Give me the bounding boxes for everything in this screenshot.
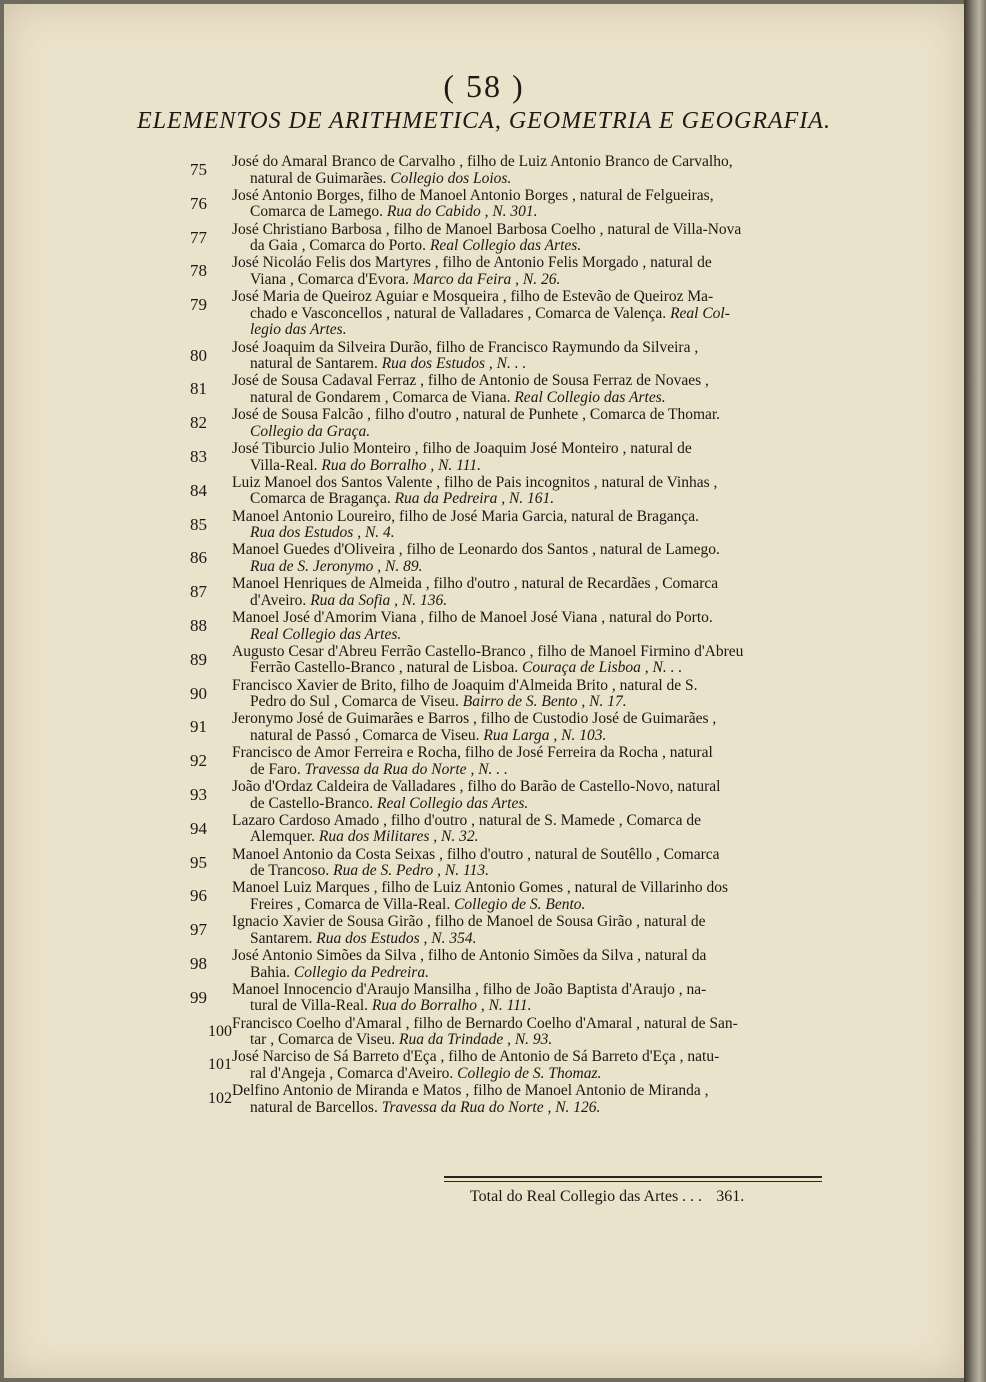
- entry-line-2: [232, 897, 817, 914]
- entry-address: Bairro de S. Bento , N. 17.: [462, 693, 627, 711]
- entry-line-2: [232, 593, 817, 610]
- entry-number: 102: [208, 1090, 232, 1108]
- list-item: [4, 847, 964, 881]
- entry-address: Rua do Borralho , N. 111.: [321, 456, 481, 474]
- entry-number: 90: [190, 683, 207, 703]
- entry-line-1: Francisco de Amor Ferreira e Rocha, filho de José Ferreira da Rocha , natural: [232, 744, 713, 762]
- list-item: [4, 914, 964, 948]
- running-head: ELEMENTOS DE ARITHMETICA, GEOMETRIA E GEOGRAFIA.: [137, 108, 831, 134]
- list-item: [4, 289, 964, 340]
- entry-line-1: Manoel Antonio Loureiro, filho de José Maria Garcia, natural de Bragança.: [232, 507, 699, 525]
- entry-line-1: José de Sousa Falcão , filho d'outro , natural de Punhete , Comarca de Thomar.: [232, 406, 721, 424]
- entry-origin: Bahia.: [250, 963, 291, 981]
- entry-line-2: [232, 660, 817, 677]
- list-item: [4, 610, 964, 644]
- entry-address: Couraça de Lisboa , N. . .: [522, 659, 683, 677]
- entry-address: Real Col-: [670, 304, 730, 322]
- entry-line-2: [232, 998, 817, 1015]
- entry-address: Rua de S. Pedro , N. 113.: [333, 862, 489, 880]
- entry-address: Rua dos Militares , N. 32.: [318, 828, 479, 846]
- entry-line-1: Manoel Guedes d'Oliveira , filho de Leonardo dos Santos , natural de Lamego.: [232, 541, 720, 559]
- entry-line-1: José do Amaral Branco de Carvalho , filho de Luiz Antonio Branco de Carvalho,: [232, 153, 733, 170]
- list-item: [4, 222, 964, 256]
- second-rule: [444, 1181, 822, 1182]
- entry-line-2: [232, 694, 817, 711]
- entry-number: 76: [190, 193, 207, 213]
- entry-line-1: Delfino Antonio de Miranda e Matos , filho de Manoel Antonio de Miranda ,: [232, 1082, 709, 1100]
- entry-text: [232, 542, 817, 575]
- entry-line-1: Manoel José d'Amorim Viana , filho de Manoel José Viana , natural do Porto.: [232, 609, 713, 627]
- entry-text: [232, 813, 817, 846]
- entry-address: Real Collegio das Artes.: [250, 625, 402, 643]
- entry-origin: Comarca de Lamego.: [250, 203, 383, 221]
- entry-number: 100: [208, 1022, 232, 1040]
- entry-line-3: legio das Artes.: [250, 321, 347, 339]
- list-item: [4, 340, 964, 374]
- entry-address: Rua do Borralho , N. 111.: [371, 997, 532, 1015]
- entry-origin: Alemquer.: [250, 828, 315, 846]
- entry-origin: de Castello-Branco.: [250, 794, 374, 812]
- entry-text: [232, 373, 817, 406]
- entry-origin: Comarca de Bragança.: [250, 490, 391, 508]
- entry-line-1: Lazaro Cardoso Amado , filho d'outro , natural de S. Mamede , Comarca de: [232, 811, 701, 829]
- entry-line-2: [232, 965, 817, 982]
- list-item: [4, 1083, 964, 1117]
- entry-line-2: [232, 1100, 817, 1117]
- entry-line-1: Augusto Cesar d'Abreu Ferrão Castello-Branco , filho de Manoel Firmino d'Abreu: [232, 642, 744, 660]
- entry-text: [232, 576, 817, 609]
- entry-line-1: Manoel Innocencio d'Araujo Mansilha , filho de João Baptista d'Araujo , na-: [232, 980, 707, 998]
- entry-line-1: Francisco Xavier de Brito, filho de Joaquim d'Almeida Brito , natural de S.: [232, 676, 698, 694]
- list-item: [4, 644, 964, 678]
- entry-number: 81: [190, 379, 207, 399]
- entry-number: 96: [190, 886, 207, 906]
- entry-line-1: Manoel Antonio da Costa Seixas , filho d'outro , natural de Soutêllo , Comarca: [232, 845, 720, 863]
- entry-line-2: [232, 238, 817, 255]
- list-item: [4, 475, 964, 509]
- entry-origin: Pedro do Sul , Comarca de Viseu.: [250, 693, 459, 711]
- entry-address: Collegio dos Loios.: [390, 169, 512, 187]
- entry-text: [232, 222, 817, 255]
- list-item: [4, 745, 964, 779]
- entry-origin: Villa-Real.: [250, 456, 318, 474]
- entry-line-1: José Antonio Simões da Silva , filho de Antonio Simões da Silva , natural da: [232, 947, 707, 965]
- entry-line-1: José de Sousa Cadaval Ferraz , filho de Antonio de Sousa Ferraz de Novaes ,: [232, 372, 709, 390]
- entry-text: [232, 847, 817, 880]
- entry-number: 87: [190, 582, 207, 602]
- entry-line-2: [232, 458, 817, 475]
- entry-text: [232, 475, 817, 508]
- list-item: [4, 441, 964, 475]
- entry-text: [232, 982, 817, 1015]
- entry-address: Collegio da Graça.: [250, 422, 371, 440]
- list-item: [4, 576, 964, 610]
- entry-origin: Viana , Comarca d'Evora.: [250, 270, 409, 288]
- entry-text: [232, 1049, 817, 1082]
- list-item: [4, 1049, 964, 1083]
- list-item: [4, 255, 964, 289]
- entry-address: Travessa da Rua do Norte , N. . .: [304, 760, 508, 778]
- entry-line-2: [232, 272, 817, 289]
- entry-text: [232, 644, 817, 677]
- entry-text: [232, 779, 817, 812]
- entry-line-2: [232, 390, 817, 407]
- entry-address: Collegio da Pedreira.: [293, 963, 429, 981]
- entry-text: [232, 948, 817, 981]
- entry-line-2: [232, 796, 817, 813]
- entry-number: 75: [190, 160, 207, 179]
- entry-line-2: [232, 627, 817, 644]
- entry-line-1: José Maria de Queiroz Aguiar e Mosqueira , filho de Estevão de Queiroz Ma-: [232, 288, 714, 306]
- entry-origin: Freires , Comarca de Villa-Real.: [250, 895, 451, 913]
- entry-text: [232, 711, 817, 744]
- list-item: [4, 1016, 964, 1050]
- entry-address: Rua Larga , N. 103.: [483, 726, 607, 744]
- entry-line-2: [232, 829, 817, 846]
- entry-origin: natural de Guimarães.: [250, 169, 387, 187]
- entry-address: Real Collegio das Artes.: [429, 237, 582, 255]
- entry-address: Rua dos Estudos , N. . .: [381, 355, 527, 373]
- entry-origin: de Trancoso.: [250, 862, 330, 880]
- entry-origin: natural de Santarem.: [250, 355, 378, 373]
- list-item: [4, 154, 964, 188]
- entry-line-1: José Antonio Borges, filho de Manoel Antonio Borges , natural de Felgueiras,: [232, 186, 714, 204]
- entry-number: 89: [190, 649, 207, 669]
- entry-number: 84: [190, 480, 207, 500]
- list-item: [4, 407, 964, 441]
- entry-text: [232, 407, 817, 440]
- entry-address: Rua dos Estudos , N. 354.: [316, 929, 477, 947]
- entry-line-1: João d'Ordaz Caldeira de Valladares , filho do Barão de Castello-Novo, natural: [232, 778, 721, 796]
- list-item: [4, 982, 964, 1016]
- entry-address: Rua da Trindade , N. 93.: [399, 1031, 553, 1049]
- entry-address: Marco da Feira , N. 26.: [412, 270, 561, 288]
- entry-address: Collegio de S. Bento.: [454, 895, 586, 913]
- entry-number: 83: [190, 447, 207, 467]
- entry-origin: chado e Vasconcellos , natural de Valladares , Comarca de Valença.: [250, 304, 667, 322]
- top-rule: [444, 1176, 822, 1178]
- list-item: [4, 509, 964, 543]
- entry-text: [232, 1083, 817, 1116]
- entry-line-2: [232, 424, 817, 441]
- entry-origin: da Gaia , Comarca do Porto.: [250, 237, 427, 255]
- entry-origin: tar , Comarca de Viseu.: [250, 1031, 396, 1049]
- entry-text: [232, 255, 817, 288]
- entry-line-2: [232, 306, 817, 323]
- page-edge: [964, 0, 986, 1382]
- entry-line-2: [232, 1066, 817, 1083]
- entry-line-2: [232, 762, 817, 779]
- entry-text: [232, 880, 817, 913]
- entry-text: [232, 678, 817, 711]
- list-item: [4, 880, 964, 914]
- entry-address: Real Collegio das Artes.: [376, 794, 529, 812]
- entry-address: Rua dos Estudos , N. 4.: [250, 524, 395, 542]
- entry-line-1: José Christiano Barbosa , filho de Manoel Barbosa Coelho , natural de Villa-Nova: [232, 220, 742, 238]
- list-item: [4, 678, 964, 712]
- entry-line-1: Manoel Henriques de Almeida , filho d'outro , natural de Recardães , Comarca: [232, 575, 719, 593]
- entry-line-2: [232, 525, 817, 542]
- list-item: [4, 779, 964, 813]
- entry-address: Rua da Pedreira , N. 161.: [394, 490, 555, 508]
- entry-line-1: Manoel Luiz Marques , filho de Luiz Antonio Gomes , natural de Villarinho dos: [232, 879, 728, 897]
- entry-line-1: Ignacio Xavier de Sousa Girão , filho de Manoel de Sousa Girão , natural de: [232, 913, 706, 931]
- entry-origin: tural de Villa-Real.: [250, 997, 369, 1015]
- entry-number: 99: [190, 987, 207, 1007]
- entry-line-2: [232, 1032, 817, 1049]
- entry-line-2: [232, 728, 817, 745]
- entry-number: 77: [190, 227, 207, 247]
- entry-text: [232, 509, 817, 542]
- entry-text: [232, 745, 817, 778]
- entry-line-2: [232, 931, 817, 948]
- entry-origin: natural de Gondarem , Comarca de Viana.: [250, 388, 511, 406]
- entry-number: 101: [208, 1056, 232, 1074]
- entry-line-1: José Narciso de Sá Barreto d'Eça , filho de Antonio de Sá Barreto d'Eça , natu-: [232, 1048, 720, 1066]
- entry-number: 91: [190, 717, 207, 737]
- entry-address: Travessa da Rua do Norte , N. 126.: [381, 1098, 601, 1116]
- entry-line-2: [232, 356, 817, 373]
- entry-number: 92: [190, 751, 207, 771]
- entry-origin: ral d'Angeja , Comarca d'Aveiro.: [250, 1064, 454, 1082]
- list-item: [4, 711, 964, 745]
- entry-origin: natural de Barcellos.: [250, 1098, 378, 1116]
- entry-line-1: Luiz Manoel dos Santos Valente , filho de Pais incognitos , natural de Vinhas ,: [232, 473, 718, 491]
- entry-line-2: [232, 171, 817, 188]
- entry-text: [232, 441, 817, 474]
- total-label: Total do Real Collegio das Artes . . .: [470, 1188, 703, 1205]
- entry-number: 86: [190, 548, 207, 568]
- entry-number: 82: [190, 413, 207, 433]
- entry-address: Rua da Sofia , N. 136.: [310, 591, 448, 609]
- entry-number: 78: [190, 261, 207, 281]
- entry-origin: de Faro.: [250, 760, 301, 778]
- entry-list: [4, 154, 964, 1117]
- list-item: [4, 542, 964, 576]
- page-number: ( 58 ): [443, 68, 525, 104]
- entry-line-1: Francisco Coelho d'Amaral , filho de Bernardo Coelho d'Amaral , natural de San-: [232, 1014, 738, 1032]
- list-item: [4, 948, 964, 982]
- entry-text: [232, 1016, 817, 1049]
- list-item: [4, 813, 964, 847]
- entry-address: Rua do Cabido , N. 301.: [386, 203, 538, 221]
- entry-number: 80: [190, 345, 207, 365]
- entry-line-2: [232, 559, 817, 576]
- entry-text: [232, 340, 817, 373]
- entry-line-1: José Tiburcio Julio Monteiro , filho de Joaquim José Monteiro , natural de: [232, 440, 692, 458]
- entry-number: 94: [190, 818, 207, 838]
- entry-number: 79: [190, 295, 207, 315]
- book-page: [4, 4, 964, 1378]
- entry-number: 93: [190, 785, 207, 805]
- entry-number: 95: [190, 852, 207, 872]
- entry-text: [232, 610, 817, 643]
- entry-number: 98: [190, 954, 207, 974]
- entry-origin: Ferrão Castello-Branco , natural de Lisboa.: [250, 659, 519, 677]
- entry-line-1: José Nicoláo Felis dos Martyres , filho de Antonio Felis Morgado , natural de: [232, 254, 712, 272]
- total-value: 361.: [716, 1188, 745, 1205]
- entry-number: 97: [190, 920, 207, 940]
- entry-number: 88: [190, 616, 207, 636]
- entry-text: [232, 289, 817, 339]
- list-item: [4, 373, 964, 407]
- entry-origin: d'Aveiro.: [250, 591, 307, 609]
- entry-number: 85: [190, 514, 207, 534]
- entry-line-2: [232, 491, 817, 508]
- entry-line-1: José Joaquim da Silveira Durão, filho de Francisco Raymundo da Silveira ,: [232, 338, 699, 356]
- total-line: [470, 1188, 820, 1206]
- entry-address: Real Collegio das Artes.: [514, 388, 666, 406]
- entry-line-2: [232, 863, 817, 880]
- list-item: [4, 188, 964, 222]
- entry-text: [232, 154, 817, 187]
- entry-origin: natural de Passó , Comarca de Viseu.: [250, 726, 480, 744]
- entry-line-2: [232, 204, 817, 221]
- entry-origin: Santarem.: [250, 929, 313, 947]
- entry-line-1: Jeronymo José de Guimarães e Barros , filho de Custodio José de Guimarães ,: [232, 710, 717, 728]
- entry-address: Rua de S. Jeronymo , N. 89.: [250, 557, 423, 575]
- entry-text: [232, 188, 817, 221]
- entry-text: [232, 914, 817, 947]
- entry-address: Collegio de S. Thomaz.: [457, 1064, 602, 1082]
